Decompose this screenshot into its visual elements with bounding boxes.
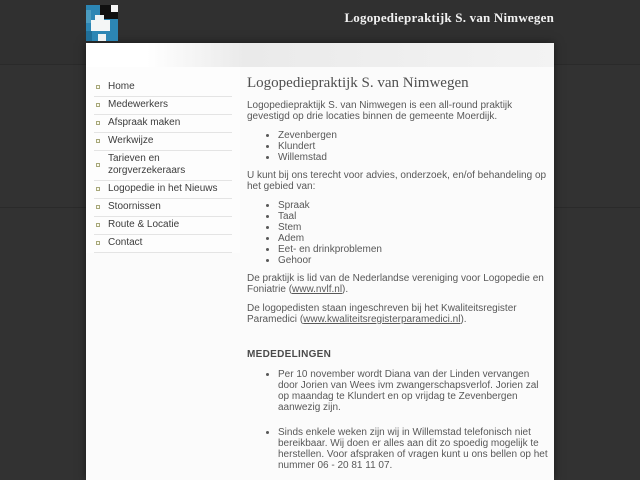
sidebar-item-label: Home [108,81,135,92]
sidebar-item-label: Stoornissen [108,201,161,212]
intro-paragraph: Logopediepraktijk S. van Nimwegen is een all-round praktijk gevestigd op drie locaties binnen de gemeente Moerdijk. [247,100,513,122]
list-item: • Zevenbergen [278,130,549,141]
services-list [247,200,549,266]
list-item: • Stem [278,222,549,233]
sidebar-item-label: Werkwijze [108,135,154,146]
paren-open: ( [288,284,293,295]
page-title: Logopediepraktijk S. van Nimwegen [247,75,469,91]
sidebar-item-label: Tarieven en zorgverzekeraars [108,153,186,176]
bullet-square-icon [96,121,100,125]
bullet-square-icon [96,139,100,143]
register-paragraph [247,303,549,325]
sidebar-item-medewerkers[interactable] [94,97,232,115]
register-text: De logopedisten staan ingeschreven bij het Kwaliteitsregister Paramedici [247,303,517,325]
sidebar-item-route-locatie[interactable] [94,217,232,235]
main-content [247,67,549,480]
sidebar-item-tarieven-en-zorgverzekeraars[interactable] [94,151,232,181]
sidebar-item-home[interactable] [94,79,232,97]
announcements-heading: MEDEDELINGEN [247,349,332,360]
paren-close: ). [342,284,349,295]
bullet-square-icon [96,187,100,191]
content-wrapper [86,43,554,480]
sidebar-item-label: Contact [108,237,143,248]
bullet-square-icon [96,103,100,107]
sidebar-navigation [86,67,240,253]
pixel-logo-icon[interactable] [86,5,118,41]
bullet-square-icon [96,223,100,227]
list-item: • Eet- en drinkproblemen [278,244,549,255]
sidebar-menu [94,79,232,253]
list-item: • Willemstad [278,152,549,163]
kwaliteitsregister-link[interactable]: www.kwaliteitsregisterparamedici.nl [303,314,461,325]
announcement-item: • Sinds enkele weken zijn wij in Willemstad telefonisch niet bereikbaar. Wij doen er alles aan dit zo spoedig mogelijk te herstellen. Voor afspraken of vragen kunt u ons bellen op het nummer 06 - 20 81 11 07. [278,427,549,471]
membership-paragraph [247,273,549,295]
bullet-square-icon [96,241,100,245]
list-item: • Klundert [278,141,549,152]
paren-open: ( [299,314,304,325]
membership-text: De praktijk is lid van de Nederlandse vereniging voor Logopedie en Foniatrie [247,273,544,295]
sidebar-item-contact[interactable] [94,235,232,253]
announcements-list [247,369,549,471]
services-intro-paragraph: U kunt bij ons terecht voor advies, onderzoek, en/of behandeling op het gebied van: [247,170,547,192]
sidebar-item-label: Afspraak maken [108,117,181,128]
list-item: • Spraak [278,200,549,211]
site-title: Logopediepraktijk S. van Nimwegen [344,10,554,25]
sidebar-item-label: Route & Locatie [108,219,180,230]
sidebar-item-afspraak-maken[interactable] [94,115,232,133]
bullet-square-icon [96,163,100,167]
list-item: • Taal [278,211,549,222]
paren-close: ). [460,314,467,325]
list-item: • Gehoor [278,255,549,266]
sidebar-item-stoornissen[interactable] [94,199,232,217]
sidebar-item-label: Logopedie in het Nieuws [108,183,218,194]
sidebar-item-label: Medewerkers [108,99,169,110]
list-item: • Adem [278,233,549,244]
header-gradient-band [86,43,554,67]
announcement-item: • Per 10 november wordt Diana van der Linden vervangen door Jorien van Wees ivm zwangerschapsverlof. Jorien zal op maandag te Klundert en op vrijdag te Zevenbergen aanwezig zijn. [278,369,549,413]
locations-list [247,130,549,163]
sidebar-item-logopedie-in-het-nieuws[interactable] [94,181,232,199]
sidebar-item-werkwijze[interactable] [94,133,232,151]
nvlf-link[interactable]: www.nvlf.nl [292,284,343,295]
bullet-square-icon [96,85,100,89]
bullet-square-icon [96,205,100,209]
